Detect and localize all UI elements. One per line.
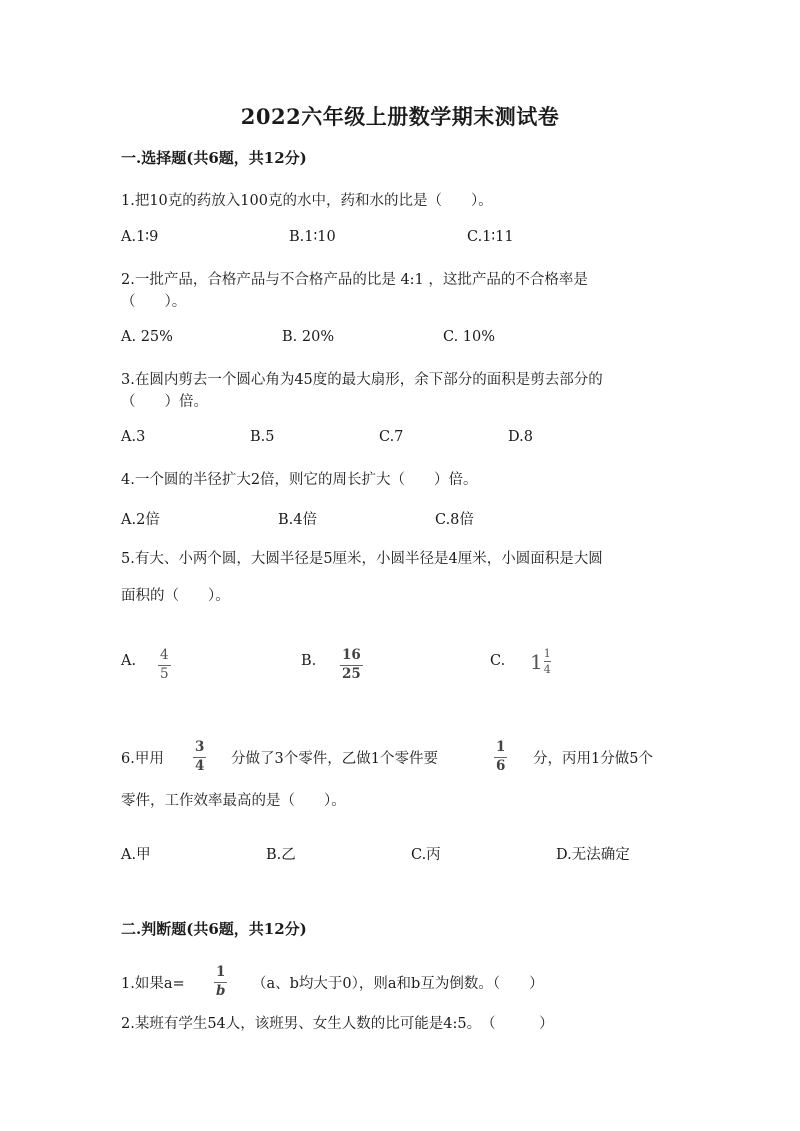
section-heading-choice: 一.选择题(共6题，共12分) (121, 149, 307, 167)
judgement-1-fraction (214, 966, 227, 998)
question-2-line1: 2.一批产品，合格产品与不合格产品的比是 4:1 ，这批产品的不合格率是 (121, 272, 588, 288)
q5-option-b-numerator: 16 (342, 647, 361, 663)
q5-option-b-label: B. (301, 653, 317, 669)
q2-option-b: B. 20% (282, 329, 335, 345)
q5-option-c-whole: 1 (530, 649, 543, 674)
page-title: 2022六年级上册数学期末测试卷 (240, 104, 560, 129)
q5-option-c-denominator: 4 (543, 663, 551, 676)
q6-fraction-1-numerator: 3 (195, 739, 205, 755)
q4-option-c: C.8倍 (435, 512, 474, 528)
question-1-text: 1.把10克的药放入100克的水中，药和水的比是（ ）。 (121, 193, 493, 209)
judgement-1-part2: （a、b均大于0），则a和b互为倒数。（ ） (252, 976, 544, 992)
question-3-line1: 3.在圆内剪去一个圆心角为45度的最大扇形，余下部分的面积是剪去部分的 (121, 372, 603, 388)
q5-option-c-mixed-number (530, 648, 551, 675)
q5-option-a-numerator: 4 (160, 647, 169, 663)
q5-option-a-label: A. (121, 653, 137, 669)
question-6-part3: 分，丙用1分做5个 (533, 751, 653, 767)
q6-fraction-2-numerator: 1 (496, 739, 506, 755)
q5-option-a-denominator: 5 (160, 665, 169, 682)
question-5-line1: 5.有大、小两个圆，大圆半径是5厘米，小圆半径是4厘米，小圆面积是大圆 (121, 551, 603, 567)
q6-option-b: B.乙 (266, 847, 296, 863)
q1-option-b: B.1∶10 (289, 229, 336, 245)
q5-option-c-numerator: 1 (543, 647, 551, 660)
q6-fraction-1 (193, 741, 206, 773)
section-heading-judgement: 二.判断题(共6题，共12分) (121, 920, 307, 938)
q6-option-a: A.甲 (121, 847, 151, 863)
question-4-text: 4.一个圆的半径扩大2倍，则它的周长扩大（ ）倍。 (121, 472, 478, 488)
q6-fraction-2 (494, 741, 507, 773)
q2-option-a: A. 25% (121, 329, 173, 345)
q6-option-c: C.丙 (411, 847, 441, 863)
judgement-1-part1: 1.如果a= (121, 976, 185, 992)
q5-option-c-fraction (544, 648, 551, 675)
q3-option-a: A.3 (121, 429, 146, 445)
q3-option-b: B.5 (250, 429, 275, 445)
question-6-part1: 6.甲用 (121, 751, 164, 767)
judgement-1-denominator: b (216, 982, 226, 999)
question-6-part2: 分做了3个零件，乙做1个零件要 (231, 751, 438, 767)
q5-option-a-fraction (158, 649, 171, 681)
q4-option-b: B.4倍 (278, 512, 317, 528)
q1-option-c: C.1∶11 (467, 229, 514, 245)
judgement-2-text: 2.某班有学生54人，该班男、女生人数的比可能是4:5。 （ ） (121, 1016, 554, 1032)
q3-option-c: C.7 (379, 429, 404, 445)
q4-option-a: A.2倍 (121, 512, 160, 528)
question-2-line2: （ ）。 (121, 294, 187, 310)
question-3-line2: （ ）倍。 (121, 394, 208, 410)
q2-option-c: C. 10% (443, 329, 496, 345)
q5-option-c-label: C. (490, 653, 506, 669)
q6-fraction-2-denominator: 6 (496, 757, 506, 774)
q3-option-d: D.8 (508, 429, 533, 445)
question-5-line2: 面积的（ ）。 (121, 588, 230, 604)
question-6-line2: 零件，工作效率最高的是（ ）。 (121, 793, 346, 809)
q1-option-a: A.1∶9 (121, 229, 159, 245)
q6-option-d: D.无法确定 (556, 847, 630, 863)
judgement-1-numerator: 1 (216, 964, 226, 980)
q5-option-b-denominator: 25 (342, 665, 361, 682)
q5-option-b-fraction (340, 649, 363, 681)
q6-fraction-1-denominator: 4 (195, 757, 205, 774)
